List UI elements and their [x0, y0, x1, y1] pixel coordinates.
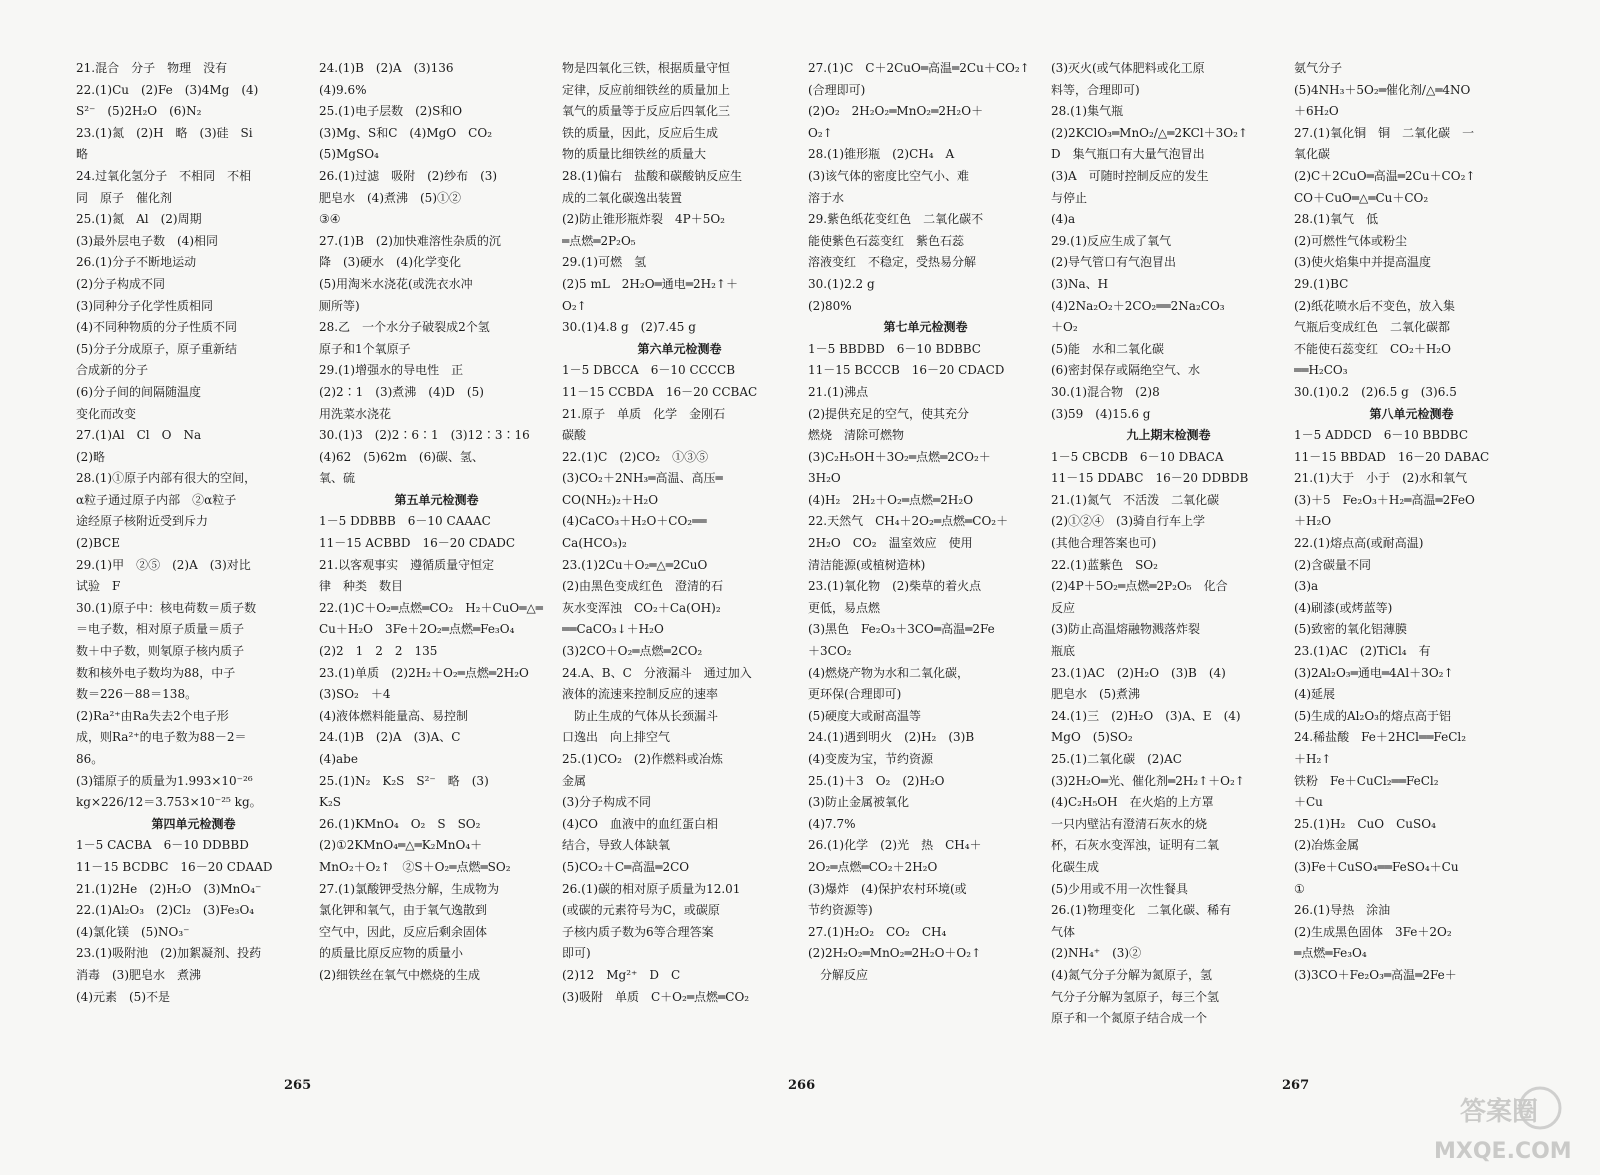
answer-line: 碳酸 — [562, 428, 587, 443]
answer-line: 24.(1)B (2)A (3)136 — [319, 61, 454, 75]
answer-line: 物的质量比细铁丝的质量大 — [562, 147, 707, 162]
answer-line: 氨气分子 — [1294, 61, 1343, 75]
answer-line: 化碳生成 — [1051, 859, 1100, 874]
answer-line: 23.(1)吸附池 (2)加絮凝剂、投药 — [76, 946, 262, 961]
answer-line: 25.(1)电子层数 (2)S和O — [319, 104, 463, 119]
answer-line: (3)镭原子的质量为1.993×10⁻²⁶ — [76, 773, 253, 788]
answer-line: (2)12 Mg²⁺ D C — [562, 967, 681, 982]
answer-line: O₂↑ — [808, 125, 833, 140]
answer-line: (3)CO₂＋2NH₃═高温、高压═ — [562, 471, 723, 486]
answer-line: (3)防止高温熔融物溅落炸裂 — [1051, 622, 1200, 637]
answer-line: 26.(1)分子不断地运动 — [76, 255, 197, 270]
answer-line: 24.(1)遇到明火 (2)H₂ (3)B — [808, 730, 975, 745]
answer-line: (2)80% — [808, 298, 852, 313]
answer-line: 同 原子 催化剂 — [76, 190, 173, 205]
answer-line: ══H₂CO₃ — [1294, 363, 1348, 378]
answer-line: 清洁能源(或植树造林) — [808, 557, 926, 572]
answer-line: (2)①2KMnO₄═△═K₂MnO₄＋ — [319, 838, 483, 853]
answer-line: 28.(1)集气瓶 — [1051, 104, 1124, 119]
answer-line: 肥皂水 (5)煮沸 — [1051, 687, 1140, 702]
answer-line: 成的二氧化碳逸出装置 — [562, 190, 683, 205]
answer-line: (3)最外层电子数 (4)相同 — [76, 233, 218, 248]
answer-line: 途经原子核附近受到斥力 — [76, 514, 209, 529]
answer-line: (2)提供充足的空气，使其充分 — [808, 406, 969, 421]
answer-line: (4)H₂ 2H₂＋O₂═点燃═2H₂O — [808, 492, 974, 507]
answer-line: 21.(1)大于 小于 (2)水和氧气 — [1294, 471, 1468, 486]
answer-line: 变化而改变 — [76, 406, 137, 421]
answer-line: ＋3CO₂ — [808, 644, 852, 659]
answer-line: (3)该气体的密度比空气小、难 — [808, 168, 969, 183]
answer-line: 28.乙 一个水分子破裂成2个氢 — [319, 320, 490, 335]
answer-line: 26.(1)过滤 吸附 (2)纱布 (3) — [319, 168, 498, 183]
answer-line: (3)爆炸 (4)保护农村环境(或 — [808, 881, 967, 896]
answer-line: (2)2 1 2 2 135 — [319, 644, 438, 659]
answer-line: 杯，石灰水变浑浊，证明有二氧 — [1051, 838, 1220, 853]
answer-line: (3)Na、H — [1051, 276, 1109, 291]
answer-line: Cu＋H₂O 3Fe＋2O₂═点燃═Fe₃O₄ — [319, 622, 515, 637]
answer-line: 数＋中子数，则氡原子核内质子 — [76, 644, 245, 659]
answer-line: (2)Ra²⁺由Ra失去2个电子形 — [76, 708, 229, 723]
answer-line: 降 (3)硬水 (4)化学变化 — [319, 255, 461, 270]
answer-line: 1－5 DDBBB 6－10 CAAAC — [319, 514, 491, 529]
answer-line: 27.(1)氧化铜 铜 二氧化碳 一 — [1294, 125, 1475, 140]
answer-line: K₂S — [319, 795, 341, 810]
answer-line: 29.(1)BC — [1294, 276, 1349, 291]
section-title: 第五单元检测卷 — [394, 492, 479, 507]
answer-line: 11－15 BBDAD 16－20 DABAC — [1294, 449, 1490, 464]
answer-line: (或碳的元素符号为C，或碳原 — [562, 903, 720, 918]
answer-line: 11－15 CCBDA 16－20 CCBAC — [562, 384, 758, 399]
answer-line: 22.(1)Cu (2)Fe (3)4Mg (4) — [76, 82, 259, 97]
answer-line: 26.(1)KMnO₄ O₂ S SO₂ — [319, 816, 481, 831]
answer-line: (其他合理答案也可) — [1051, 536, 1157, 551]
answer-line: 27.(1)H₂O₂ CO₂ CH₄ — [808, 924, 947, 939]
answer-line: ＋H₂O — [1294, 514, 1332, 529]
answer-line: 29.(1)甲 ②⑤ (2)A (3)对比 — [76, 557, 251, 572]
answer-line: 子核内质子数为6等合理答案 — [562, 924, 714, 939]
answer-line: (2)NH₄⁺ (3)② — [1051, 946, 1142, 961]
answer-line: CO(NH₂)₂＋H₂O — [562, 492, 659, 507]
answer-line: ══CaCO₃↓＋H₂O — [562, 622, 664, 637]
answer-line: 26.(1)碳的相对原子质量为12.01 — [562, 881, 741, 896]
answer-line: (4)CaCO₃＋H₂O＋CO₂══ — [562, 514, 707, 529]
answer-line: Ca(HCO₃)₂ — [562, 536, 627, 551]
answer-line: D 集气瓶口有大量气泡冒出 — [1051, 147, 1205, 162]
answer-line: (3)Mg、S和C (4)MgO CO₂ — [319, 125, 493, 140]
answer-line: 23.(1)单质 (2)2H₂＋O₂═点燃═2H₂O — [319, 665, 529, 680]
answer-line: 厕所等) — [319, 298, 360, 313]
answer-line: 与停止 — [1051, 190, 1088, 205]
section-title: 第四单元检测卷 — [151, 816, 236, 831]
answer-line: 21.(1)2He (2)H₂O (3)MnO₄⁻ — [76, 881, 262, 896]
answer-line: (3)A 可随时控制反应的发生 — [1051, 168, 1209, 183]
watermark-line2: MXQE.COM — [1434, 1139, 1572, 1164]
answer-line: ═点燃═Fe₃O₄ — [1294, 946, 1367, 961]
answer-line: 肥皂水 (4)煮沸 (5)①② — [319, 190, 461, 205]
answer-line: 液体的流速来控制反应的速率 — [562, 687, 719, 702]
answer-line: 试验 F — [76, 579, 121, 594]
answer-line: 铁粉 Fe＋CuCl₂══FeCl₂ — [1294, 773, 1439, 788]
answer-line: ═点燃═2P₂O₅ — [562, 233, 636, 248]
answer-line: (5)4NH₃＋5O₂═催化剂/△═4NO — [1294, 82, 1471, 97]
answer-line: 燃烧 清除可燃物 — [808, 428, 905, 443]
answer-line: 空气中，因此，反应后剩余固体 — [319, 924, 488, 939]
answer-line: 30.(1)3 (2)2∶6∶1 (3)12∶3∶16 — [319, 428, 530, 443]
answer-line: 略 — [76, 147, 89, 162]
answer-line: (5)少用或不用一次性餐具 — [1051, 881, 1188, 896]
section-title: 九上期末检测卷 — [1126, 428, 1211, 443]
left-page — [76, 58, 797, 1098]
answer-line: (5)能 水和二氧化碳 — [1051, 341, 1164, 356]
answer-line: 合成新的分子 — [76, 363, 149, 378]
answer-line: (3)黑色 Fe₂O₃＋3CO═高温═2Fe — [808, 622, 995, 637]
answer-line: (2)防止锥形瓶炸裂 4P＋5O₂ — [562, 212, 725, 227]
answer-line: (5)用淘米水浇花(或洗衣水冲 — [319, 276, 473, 291]
answer-line: (4)abe — [319, 752, 358, 766]
answer-line: 30.(1)2.2 g — [808, 276, 875, 291]
watermark-line1: 答案圈 — [1460, 1097, 1539, 1127]
answer-line: 反应 — [1051, 600, 1076, 615]
answer-line: (3)同种分子化学性质相同 — [76, 298, 213, 313]
answer-line: ＝电子数，相对原子质量＝质子 — [76, 622, 245, 637]
answer-line: (3)2H₂O═光、催化剂═2H₂↑＋O₂↑ — [1051, 773, 1245, 788]
answer-line: 27.(1)Al Cl O Na — [76, 428, 202, 443]
answer-line: 26.(1)化学 (2)光 热 CH₄＋ — [808, 838, 982, 853]
answer-line: 30.(1)4.8 g (2)7.45 g — [562, 320, 696, 335]
answer-line: 23.(1)AC (2)H₂O (3)B (4) — [1051, 665, 1226, 680]
answer-line: (2)含碳量不同 — [1294, 557, 1371, 572]
answer-line: 的质量比原反应物的质量小 — [319, 946, 464, 961]
answer-line: (2)导气管口有气泡冒出 — [1051, 255, 1176, 270]
answer-line: (2)4P＋5O₂═点燃═2P₂O₅ 化合 — [1051, 579, 1228, 594]
answer-line: (5)生成的Al₂O₃的熔点高于铝 — [1294, 708, 1451, 723]
answer-line: 灰水变浑浊 CO₂＋Ca(OH)₂ — [562, 600, 721, 615]
answer-line: 11－15 ACBBD 16－20 CDADC — [319, 536, 516, 551]
answer-line: 即可) — [562, 946, 591, 961]
answer-line: (4)氯化镁 (5)NO₃⁻ — [76, 924, 190, 939]
answer-line: 27.(1)C C＋2CuO═高温═2Cu＋CO₂↑ — [808, 61, 1030, 75]
answer-line: 21.(1)氮气 不活泼 二氧化碳 — [1051, 492, 1220, 507]
answer-line: 消毒 (3)肥皂水 煮沸 — [76, 967, 201, 982]
answer-line: 26.(1)物理变化 二氧化碳、稀有 — [1051, 903, 1232, 918]
answer-line: (3)＋5 Fe₂O₃＋H₂═高温═2FeO — [1294, 492, 1475, 507]
answer-column-6 — [1294, 58, 1529, 1098]
answer-line: (4)7.7% — [808, 816, 856, 831]
answer-line: 22.(1)蓝紫色 SO₂ — [1051, 557, 1158, 572]
answer-line: 22.天然气 CH₄＋2O₂═点燃═CO₂＋ — [808, 514, 1009, 529]
answer-line: 23.(1)AC (2)TiCl₄ 有 — [1294, 644, 1431, 659]
answer-line: 22.(1)C＋O₂═点燃═CO₂ H₂＋CuO═△═ — [319, 600, 543, 615]
answer-line: 11－15 DDABC 16－20 DDBDB — [1051, 471, 1249, 486]
answer-line: 节约资源等) — [808, 903, 873, 918]
answer-line: (4)C₂H₅OH 在火焰的上方罩 — [1051, 795, 1214, 810]
answer-line: (3)59 (4)15.6 g — [1051, 406, 1151, 421]
answer-line: (2)分子构成不同 — [76, 276, 165, 291]
answer-line: (3)使火焰集中并提高温度 — [1294, 255, 1431, 270]
answer-line: 能使紫色石蕊变红 紫色石蕊 — [808, 233, 965, 248]
answer-column-2 — [319, 58, 554, 1098]
section-title: 第八单元检测卷 — [1369, 406, 1454, 421]
answer-line: 原子和一个氮原子结合成一个 — [1051, 1011, 1208, 1026]
answer-line: MgO (5)SO₂ — [1051, 730, 1133, 745]
answer-line: 23.(1)氮 (2)H 略 (3)硅 Si — [76, 125, 253, 140]
answer-line: 氧化碳 — [1294, 147, 1331, 162]
answer-line: 21.(1)沸点 — [808, 384, 869, 399]
answer-line: (2)2H₂O₂═MnO₂═2H₂O＋O₂↑ — [808, 946, 982, 961]
answer-line: 30.(1)原子中：核电荷数＝质子数 — [76, 600, 257, 615]
answer-line: α粒子通过原子内部 ②α粒子 — [76, 492, 237, 507]
answer-line: kg×226/12＝3.753×10⁻²⁵ kg。 — [76, 795, 262, 810]
answer-line: 28.(1)①原子内部有很大的空间， — [76, 471, 257, 486]
answer-line: 更低，易点燃 — [808, 600, 881, 615]
answer-line: (2)细铁丝在氧气中燃烧的生成 — [319, 967, 480, 982]
answer-line: ＋H₂↑ — [1294, 752, 1332, 766]
answer-line: 2O₂═点燃═CO₂＋2H₂O — [808, 859, 938, 874]
answer-line: ① — [1294, 881, 1305, 896]
answer-line: 瓶底 — [1051, 644, 1076, 659]
answer-line: (6)分子间的间隔随温度 — [76, 384, 201, 399]
answer-line: 不能使石蕊变红 CO₂＋H₂O — [1294, 341, 1451, 356]
answer-line: (2)①②④ (3)骑自行车上学 — [1051, 514, 1205, 529]
answer-line: 29.(1)增强水的导电性 正 — [319, 363, 464, 378]
answer-line: 1－5 DBCCA 6－10 CCCCB — [562, 363, 736, 378]
page-number-266: 266 — [788, 1078, 816, 1093]
answer-line: 防止生成的气体从长颈漏斗 — [562, 708, 719, 723]
answer-line: 25.(1)N₂ K₂S S²⁻ 略 (3) — [319, 773, 489, 788]
section-title: 第七单元检测卷 — [883, 320, 968, 335]
answer-line: 24.A、B、C 分液漏斗 通过加入 — [562, 665, 752, 680]
answer-line: 22.(1)Al₂O₃ (2)Cl₂ (3)Fe₃O₄ — [76, 903, 255, 918]
answer-line: (3)C₂H₅OH＋3O₂═点燃═2CO₂＋ — [808, 449, 991, 464]
answer-line: 23.(1)2Cu＋O₂═△═2CuO — [562, 557, 708, 572]
answer-line: 定律，反应前细铁丝的质量加上 — [562, 82, 731, 97]
answer-line: 25.(1)＋3 O₂ (2)H₂O — [808, 773, 945, 788]
answer-line: 29.(1)可燃 氢 — [562, 255, 647, 270]
answer-line: 27.(1)氯酸钾受热分解，生成物为 — [319, 881, 500, 896]
answer-line: 11－15 BCDBC 16－20 CDAAD — [76, 859, 273, 874]
answer-line: 气瓶后变成红色 二氧化碳都 — [1294, 320, 1451, 335]
answer-line: (5)致密的氧化铝薄膜 — [1294, 622, 1407, 637]
answer-line: (5)分子分成原子，原子重新结 — [76, 341, 237, 356]
answer-line: 26.(1)导热 涂油 — [1294, 903, 1391, 918]
answer-line: (4)元素 (5)不是 — [76, 989, 170, 1004]
answer-line: 氧、硫 — [319, 471, 356, 486]
answer-line: (2)C＋2CuO═高温═2Cu＋CO₂↑ — [1294, 168, 1476, 183]
answer-line: (2)O₂ 2H₂O₂═MnO₂═2H₂O＋ — [808, 104, 984, 119]
answer-line: (2)略 — [76, 449, 105, 464]
answer-line: S²⁻ (5)2H₂O (6)N₂ — [76, 104, 202, 119]
answer-line: 律 种类 数目 — [319, 579, 404, 594]
answer-line: (2)BCE — [76, 536, 120, 551]
answer-line: 25.(1)H₂ CuO CuSO₄ — [1294, 816, 1436, 831]
section-title: 第六单元检测卷 — [637, 341, 722, 356]
answer-line: 1－5 BBDBD 6－10 BDBBC — [808, 341, 981, 356]
page-number-267: 267 — [1282, 1078, 1310, 1093]
answer-line: 1－5 CACBA 6－10 DDBBD — [76, 838, 249, 853]
answer-line: 30.(1)混合物 (2)8 — [1051, 384, 1160, 399]
answer-line: 29.(1)反应生成了氧气 — [1051, 233, 1172, 248]
answer-line: MnO₂＋O₂↑ ②S＋O₂═点燃═SO₂ — [319, 859, 511, 874]
answer-line: 25.(1)CO₂ (2)作燃料或冶炼 — [562, 752, 723, 766]
answer-line: 21.以客观事实 遵循质量守恒定 — [319, 557, 495, 572]
answer-column-1 — [76, 58, 311, 1098]
answer-line: 28.(1)偏右 盐酸和碳酸钠反应生 — [562, 168, 743, 183]
answer-line: 21.混合 分子 物理 没有 — [76, 61, 228, 75]
answer-line: 溶液变红 不稳定，受热易分解 — [808, 255, 977, 270]
answer-line: 22.(1)C (2)CO₂ ①③⑤ — [562, 449, 709, 464]
answer-line: (3)3CO＋Fe₂O₃═高温═2Fe＋ — [1294, 967, 1457, 982]
answer-line: 25.(1)氮 Al (2)周期 — [76, 212, 202, 227]
answer-line: (4)a — [1051, 212, 1076, 227]
answer-line: CO＋CuO═△═Cu＋CO₂ — [1294, 190, 1429, 205]
answer-line: ＋O₂ — [1051, 320, 1078, 335]
answer-column-3 — [562, 58, 797, 1098]
answer-line: (3)Fe＋CuSO₄══FeSO₄＋Cu — [1294, 859, 1459, 874]
answer-line: 物是四氧化三铁，根据质量守恒 — [562, 61, 731, 75]
answer-line: 数和核外电子数均为88，中子 — [76, 665, 236, 680]
answer-line: (5)CO₂＋C═高温═2CO — [562, 859, 690, 874]
answer-line: 30.(1)0.2 (2)6.5 g (3)6.5 — [1294, 384, 1457, 399]
answer-line: 24.(1)B (2)A (3)A、C — [319, 730, 461, 745]
answer-line: 24.稀盐酸 Fe＋2HCl══FeCl₂ — [1294, 730, 1467, 745]
answer-line: (4)延展 — [1294, 687, 1335, 702]
answer-line: 结合，导致人体缺氧 — [562, 838, 671, 853]
answer-line: 1－5 CBCDB 6－10 DBACA — [1051, 449, 1224, 464]
answer-line: O₂↑ — [562, 298, 587, 313]
answer-line: (2)冶炼金属 — [1294, 838, 1359, 853]
answer-line: (4)变废为宝，节约资源 — [808, 752, 933, 766]
answer-line: (5)硬度大或耐高温等 — [808, 708, 921, 723]
answer-line: 27.(1)B (2)加快难溶性杂质的沉 — [319, 233, 501, 248]
answer-line: 23.(1)氧化物 (2)柴草的着火点 — [808, 579, 982, 594]
answer-line: 氯化钾和氧气，由于氧气逸散到 — [319, 903, 488, 918]
answer-line: ③④ — [319, 212, 341, 227]
answer-line: (3)SO₂ ＋4 — [319, 687, 391, 702]
answer-line: (3)2Al₂O₃═通电═4Al＋3O₂↑ — [1294, 665, 1454, 680]
answer-line: 料等，合理即可) — [1051, 82, 1140, 97]
answer-line: (4)氮气分子分解为氮原子，氢 — [1051, 967, 1212, 982]
right-page — [808, 58, 1529, 1098]
answer-line: (4)62 (5)62m (6)碳、氢、 — [319, 449, 484, 464]
answer-line: 气体 — [1051, 924, 1076, 939]
answer-line: 金属 — [562, 773, 587, 788]
answer-line: 溶于水 — [808, 190, 845, 205]
answer-line: 22.(1)熔点高(或耐高温) — [1294, 536, 1424, 551]
answer-line: (4)9.6% — [319, 82, 367, 97]
answer-line: 铁的质量，因此，反应后生成 — [562, 125, 719, 140]
answer-line: (2)5 mL 2H₂O═通电═2H₂↑＋ — [562, 276, 738, 291]
answer-line: 28.(1)氧气 低 — [1294, 212, 1379, 227]
answer-line: 用洗菜水浇花 — [319, 406, 392, 421]
answer-line: (3)灭火(或气体肥料或化工原 — [1051, 61, 1205, 75]
answer-line: ＋Cu — [1294, 795, 1323, 810]
answer-line: (5)MgSO₄ — [319, 147, 379, 162]
watermark-logo — [1430, 1080, 1590, 1168]
answer-column-4 — [808, 58, 1043, 1098]
answer-line: 11－15 BCCCB 16－20 CDACD — [808, 363, 1005, 378]
answer-line: 21.原子 单质 化学 金刚石 — [562, 406, 726, 421]
answer-line: (4)液体燃料能量高、易控制 — [319, 708, 468, 723]
answer-line: ＋6H₂O — [1294, 104, 1339, 119]
answer-line: 86。 — [76, 752, 104, 766]
answer-line: 3H₂O — [808, 471, 841, 486]
answer-line: 24.过氧化氢分子 不相同 不相 — [76, 168, 252, 183]
answer-line: 氧气的质量等于反应后四氧化三 — [562, 104, 731, 119]
answer-line: (3)分子构成不同 — [562, 795, 651, 810]
answer-line: (合理即可) — [808, 82, 866, 97]
answer-line: (3)a — [1294, 579, 1319, 594]
answer-line: 分解反应 — [808, 967, 869, 982]
page-number-265: 265 — [284, 1078, 312, 1093]
answer-line: 1－5 ADDCD 6－10 BBDBC — [1294, 428, 1468, 443]
answer-line: 24.(1)三 (2)H₂O (3)A、E (4) — [1051, 708, 1241, 723]
answer-column-5 — [1051, 58, 1286, 1098]
answer-line: 一只内壁沾有澄清石灰水的烧 — [1051, 816, 1208, 831]
answer-line: (4)2Na₂O₂＋2CO₂══2Na₂CO₃ — [1051, 298, 1225, 313]
answer-line: (2)由黑色变成红色 澄清的石 — [562, 579, 723, 594]
answer-line: 数＝226－88＝138。 — [76, 687, 198, 702]
answer-line: 25.(1)二氧化碳 (2)AC — [1051, 752, 1182, 766]
answer-line: (2)2∶1 (3)煮沸 (4)D (5) — [319, 384, 484, 399]
answer-line: 更环保(合理即可) — [808, 687, 902, 702]
answer-line: (4)不同种物质的分子性质不同 — [76, 320, 237, 335]
answer-line: (2)2KClO₃═MnO₂/△═2KCl＋3O₂↑ — [1051, 125, 1248, 140]
answer-line: (3)吸附 单质 C＋O₂═点燃═CO₂ — [562, 989, 750, 1004]
answer-line: 成，则Ra²⁺的电子数为88－2＝ — [76, 730, 247, 745]
answer-line: 原子和1个氧原子 — [319, 341, 411, 356]
answer-line: (4)CO 血液中的血红蛋白相 — [562, 816, 719, 831]
answer-line: (2)纸花喷水后不变色，放入集 — [1294, 298, 1455, 313]
answer-line: (4)燃烧产物为水和二氧化碳， — [808, 665, 969, 680]
answer-line: 29.紫色纸花变红色 二氧化碳不 — [808, 212, 984, 227]
answer-line: 口逸出 向上排空气 — [562, 730, 671, 745]
answer-line: (4)刷漆(或烤蓝等) — [1294, 600, 1393, 615]
answer-line: (3)防止金属被氧化 — [808, 795, 909, 810]
answer-line: (6)密封保存或隔绝空气、水 — [1051, 363, 1200, 378]
answer-line: (3)2CO＋O₂═点燃═2CO₂ — [562, 644, 703, 659]
answer-line: (2)可燃性气体或粉尘 — [1294, 233, 1407, 248]
answer-line: (2)生成黑色固体 3Fe＋2O₂ — [1294, 924, 1452, 939]
answer-line: 28.(1)锥形瓶 (2)CH₄ A — [808, 147, 955, 162]
answer-line: 2H₂O CO₂ 温室效应 使用 — [808, 536, 973, 551]
answer-line: 气分子分解为氢原子，每三个氢 — [1051, 989, 1220, 1004]
